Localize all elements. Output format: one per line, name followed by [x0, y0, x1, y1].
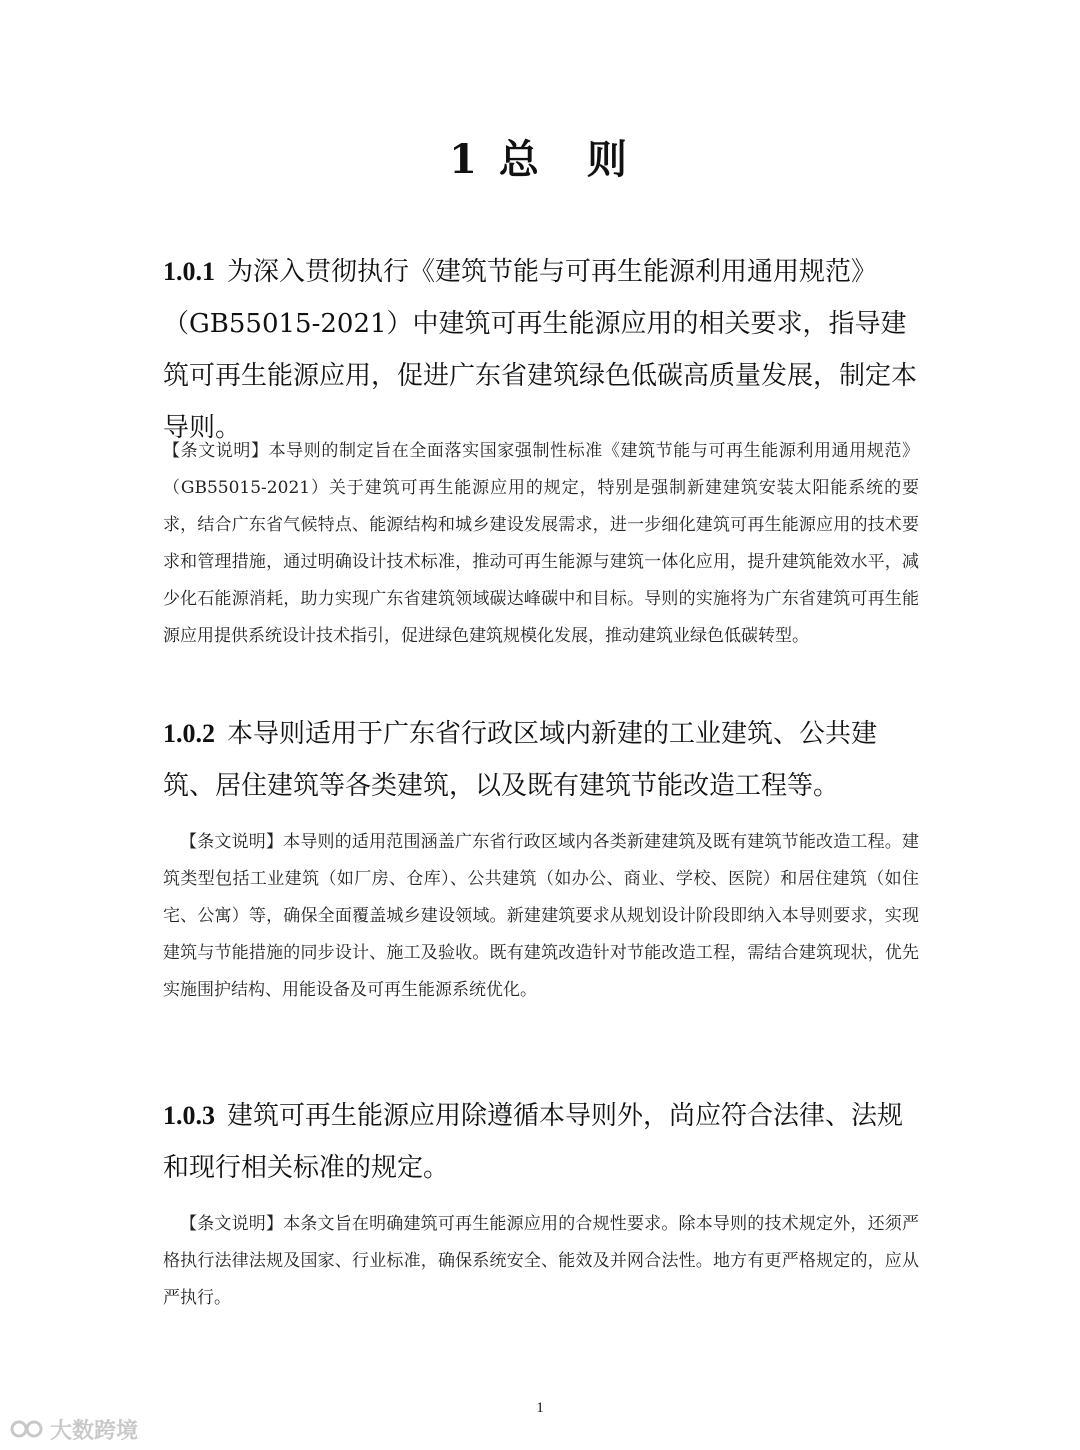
clause-number: 1.0.1: [163, 257, 215, 286]
clause-note-1-0-3: 【条文说明】本条文旨在明确建筑可再生能源应用的合规性要求。除本导则的技术规定外，还须严格执行法律法规及国家、行业标准，确保系统安全、能效及并网合法性。地方有更严格规定的，应从严执行。: [163, 1214, 919, 1308]
clause-text: 建筑可再生能源应用除遵循本导则外，尚应符合法律、法规和现行相关标准的规定。: [163, 1101, 904, 1183]
page-number: 1: [536, 1400, 544, 1416]
clause-1-0-3: [163, 1090, 923, 1194]
brand-logo-icon: [10, 1416, 44, 1442]
clause-1-0-2: [163, 708, 923, 812]
clause-note-1-0-2: 【条文说明】本导则的适用范围涵盖广东省行政区域内各类新建建筑及既有建筑节能改造工程。建筑类型包括工业建筑（如厂房、仓库）、公共建筑（如办公、商业、学校、医院）和居住建筑（如住宅、公寓）等，确保全面覆盖城乡建设领域。新建建筑要求从规划设计阶段即纳入本导则要求，实现建筑与节能措施的同步设计、施工及验收。既有建筑改造针对节能改造工程，需结合建筑现状，优先实施围护结构、用能设备及可再生能源系统优化。: [163, 832, 919, 1000]
watermark: [10, 1414, 138, 1444]
clause-number: 1.0.3: [163, 1101, 215, 1130]
clause-text: 为深入贯彻执行《建筑节能与可再生能源利用通用规范》（GB55015-2021）中建筑可再生能源应用的相关要求，指导建筑可再生能源应用，促进广东省建筑绿色低碳高质量发展，制定本导则。: [163, 257, 918, 443]
clause-text: 本导则适用于广东省行政区域内新建的工业建筑、公共建筑、居住建筑等各类建筑，以及既有建筑节能改造工程等。: [163, 719, 878, 801]
clause-1-0-1: [163, 246, 923, 454]
clause-number: 1.0.2: [163, 719, 215, 748]
watermark-text: 大数跨境: [50, 1418, 139, 1444]
chapter-title: 1 总 则: [449, 136, 631, 183]
clause-note-1-0-1: 【条文说明】本导则的制定旨在全面落实国家强制性标准《建筑节能与可再生能源利用通用规范》（GB55015-2021）关于建筑可再生能源应用的规定，特别是强制新建建筑安装太阳能系统的要求，结合广东省气候特点、能源结构和城乡建设发展需求，进一步细化建筑可再生能源应用的技术要求和管理措施，通过明确设计技术标准，推动可再生能源与建筑一体化应用，提升建筑能效水平，减少化石能源消耗，助力实现广东省建筑领域碳达峰碳中和目标。导则的实施将为广东省建筑可再生能源应用提供系统设计技术指引，促进绿色建筑规模化发展，推动建筑业绿色低碳转型。: [163, 441, 919, 646]
